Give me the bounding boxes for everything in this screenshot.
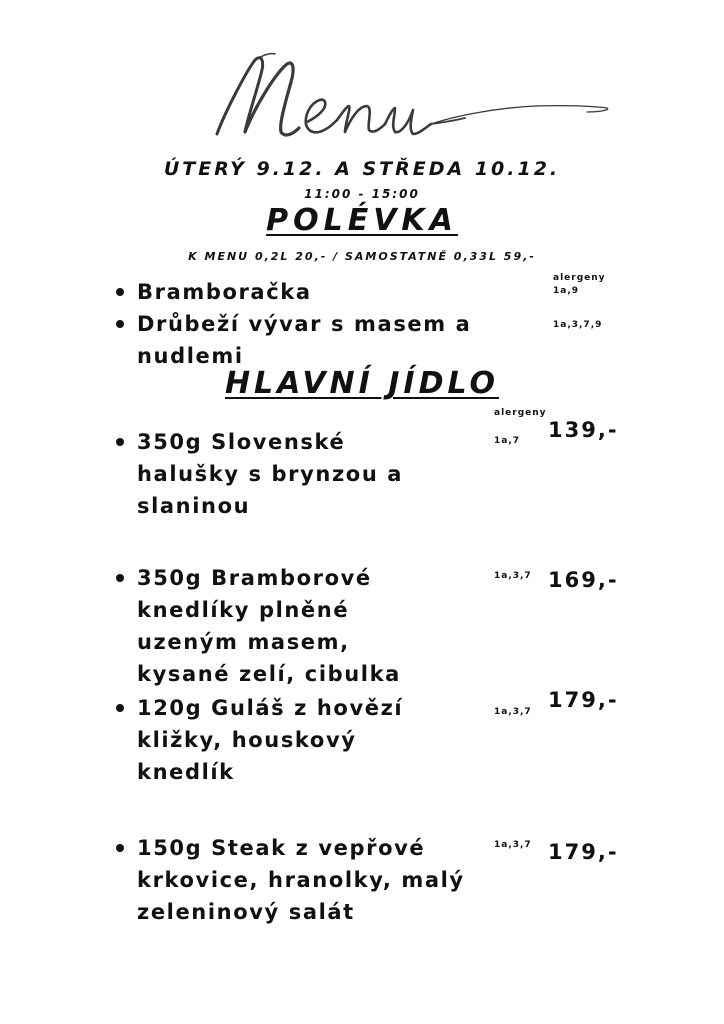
main-item-price: 179,- <box>548 840 619 864</box>
main-item <box>116 692 446 788</box>
main-item-allergens: 1a,3,7 <box>494 571 532 581</box>
main-item-name: 350g Slovenské halušky s brynzou a slaninou <box>137 430 404 518</box>
soup-title-text: POLÉVKA <box>266 203 458 238</box>
main-title-text: HLAVNÍ JÍDLO <box>224 366 500 401</box>
bullet-icon <box>116 704 124 712</box>
main-item <box>116 832 466 928</box>
date-line: ÚTERÝ 9.12. A STŘEDA 10.12. <box>163 158 561 180</box>
main-item-price: 169,- <box>548 568 619 592</box>
main-item-allergens: 1a,7 <box>494 436 521 446</box>
bullet-icon <box>116 288 124 296</box>
main-item-name: 150g Steak z vepřové krkovice, hranolky, malý zeleninový salát <box>137 836 465 924</box>
main-item-price: 179,- <box>548 688 619 712</box>
soup-price-line: K MENU 0,2L 20,- / SAMOSTATNĚ 0,33L 59,- <box>188 250 536 263</box>
soup-section-title <box>0 203 724 238</box>
soup-item-name: Bramboračka <box>137 280 312 304</box>
main-item-name: 350g Bramborové knedlíky plněné uzeným masem, kysané zelí, cibulka <box>137 566 401 686</box>
soup-item <box>116 276 476 308</box>
main-item-price: 139,- <box>548 418 619 442</box>
bullet-icon <box>116 320 124 328</box>
main-section-title <box>0 366 724 401</box>
bullet-icon <box>116 844 124 852</box>
soup-item-allergens: 1a,3,7,9 <box>553 320 603 330</box>
main-allergen-heading: alergeny <box>494 408 547 418</box>
menu-logo <box>195 42 625 152</box>
soup-item-name: Drůbeží vývar s masem a nudlemi <box>137 312 472 368</box>
main-item <box>116 426 446 522</box>
soup-allergen-heading: alergeny <box>553 273 606 283</box>
main-item-name: 120g Guláš z hovězí kližky, houskový knedlík <box>137 696 404 784</box>
bullet-icon <box>116 574 124 582</box>
main-item-allergens: 1a,3,7 <box>494 840 532 850</box>
soup-item <box>116 308 496 372</box>
main-item <box>116 562 446 690</box>
bullet-icon <box>116 438 124 446</box>
main-item-allergens: 1a,3,7 <box>494 707 532 717</box>
soup-item-allergens: 1a,9 <box>553 286 580 296</box>
opening-hours: 11:00 - 15:00 <box>304 187 420 201</box>
